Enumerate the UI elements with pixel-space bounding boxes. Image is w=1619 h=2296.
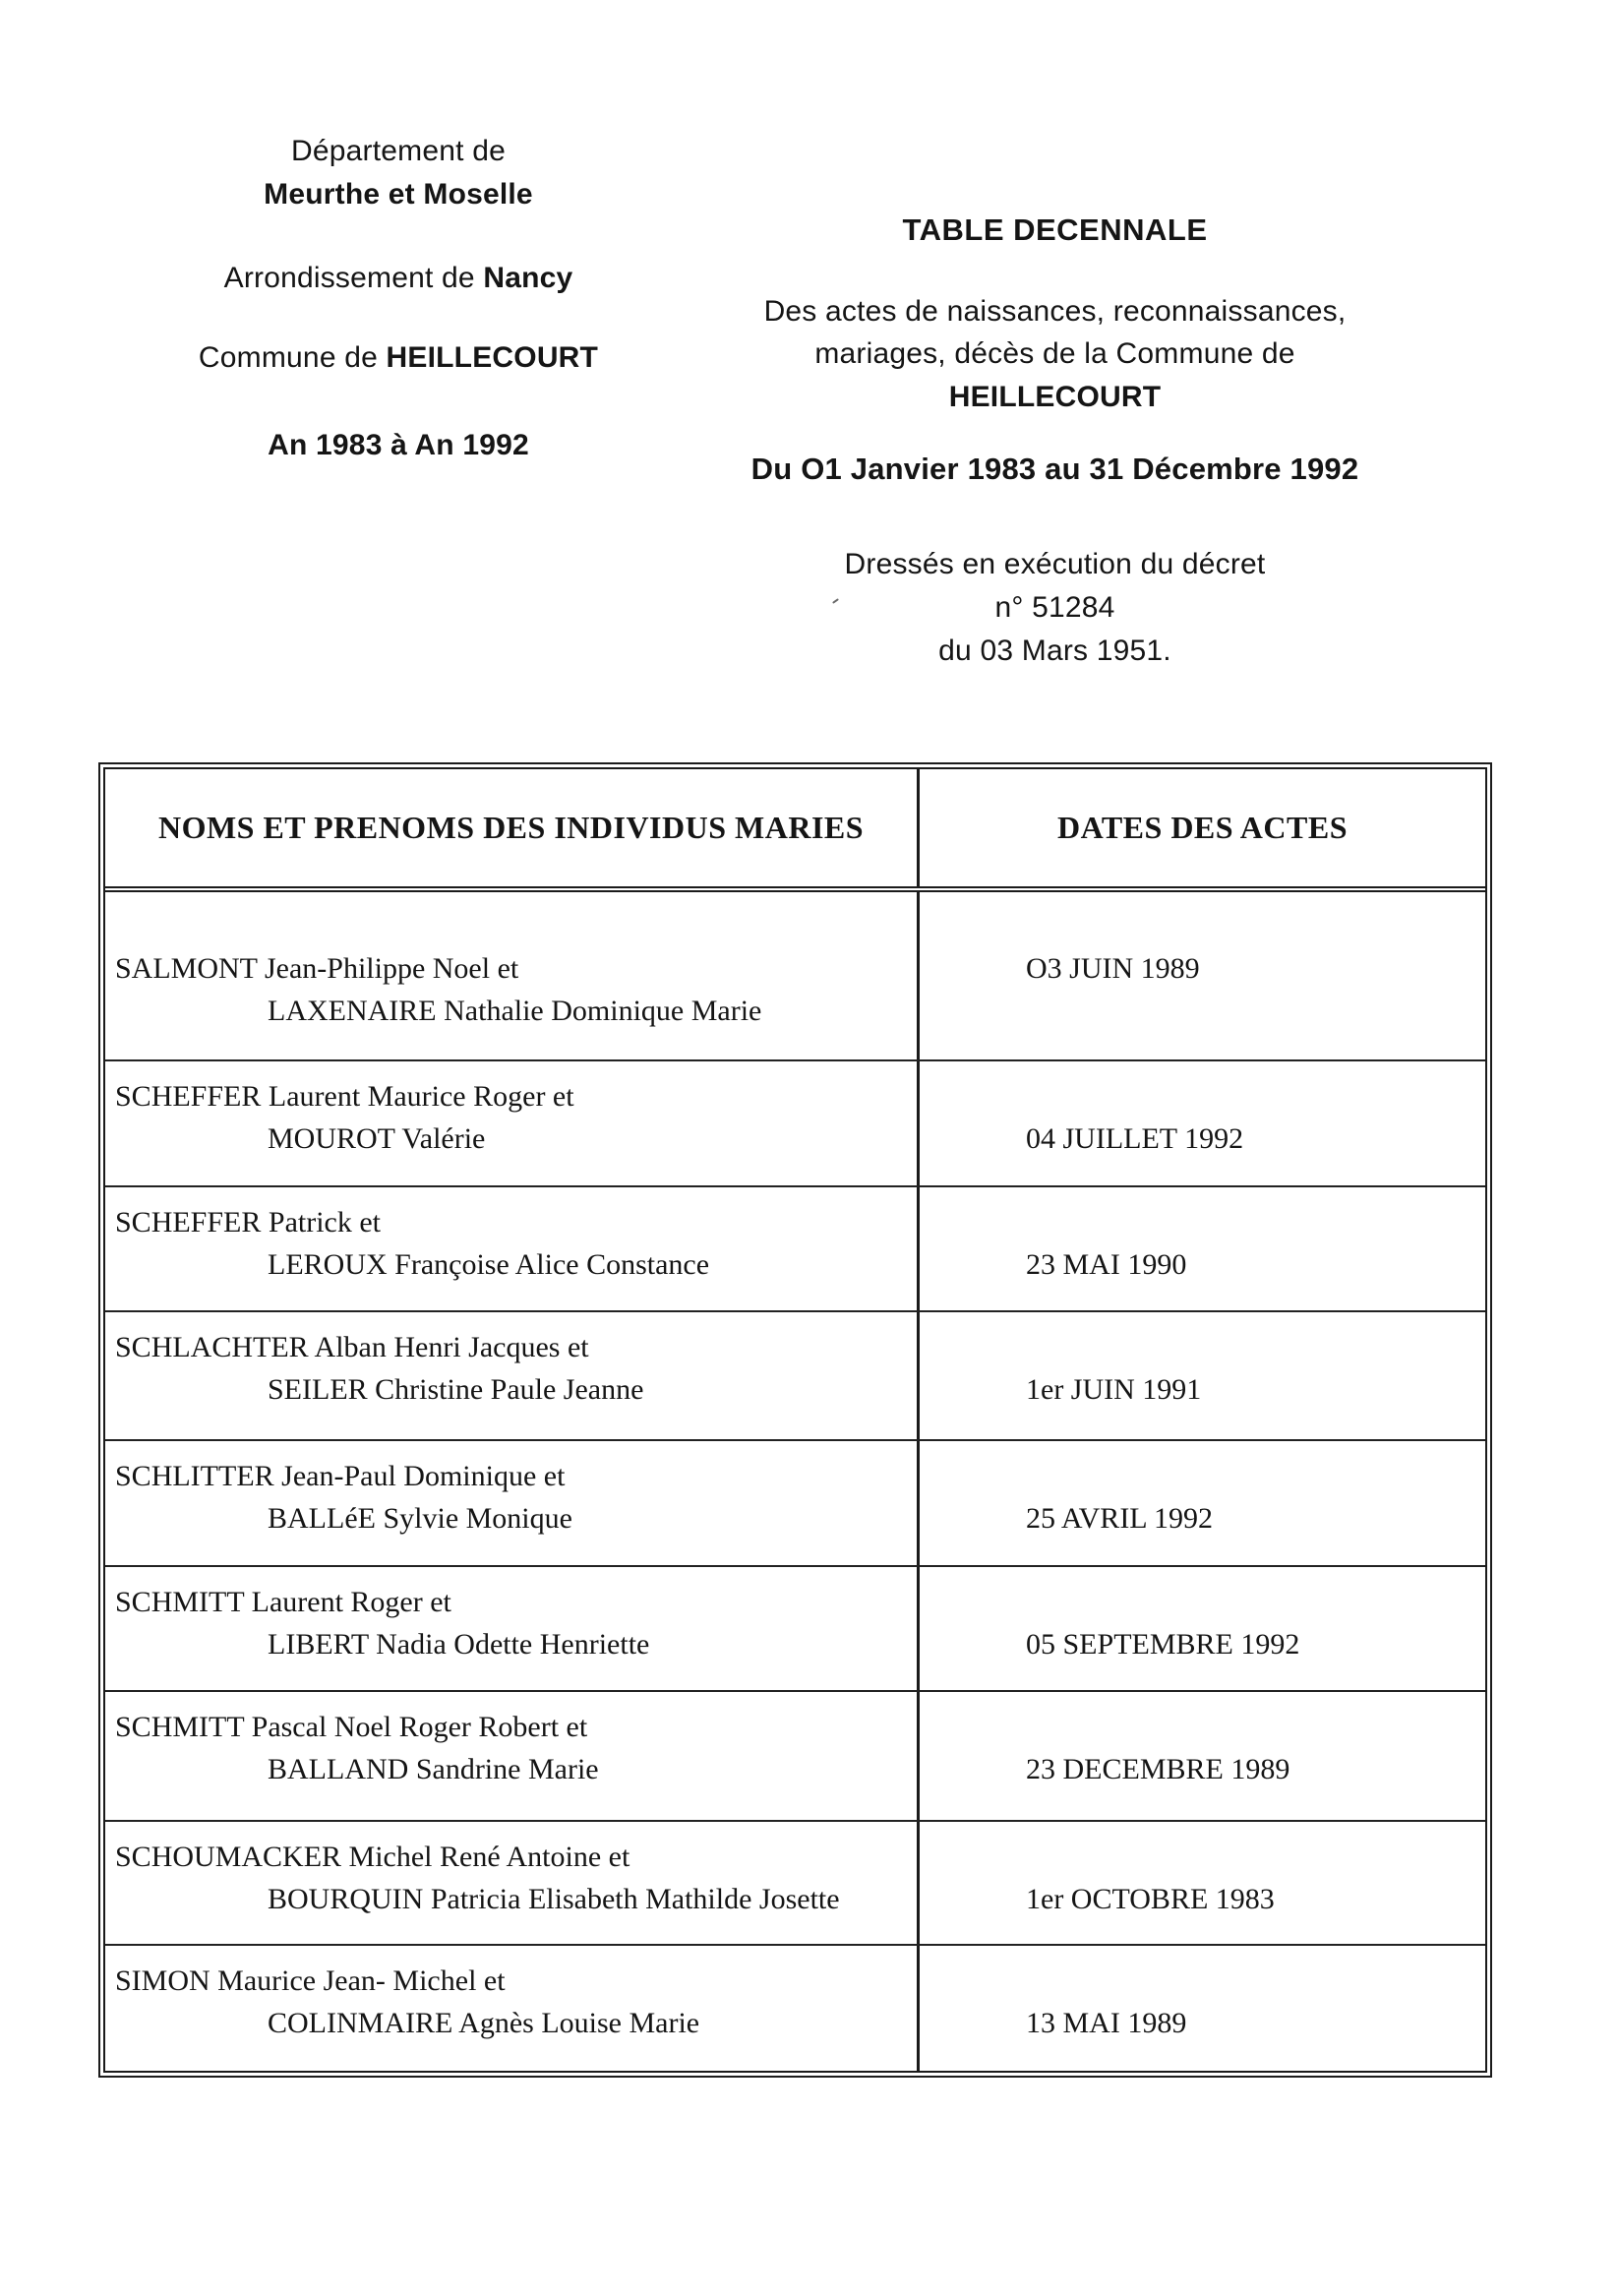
decree-line1: Dressés en exécution du décret [844,548,1266,580]
decree-number: n° 51284 [994,591,1115,624]
act-date: 1er OCTOBRE 1983 [1026,1883,1275,1915]
names-cell [105,892,917,1059]
commune-prefix: Commune de [198,341,387,374]
commune-line [123,340,674,376]
spouse1-name: SCHOUMACKER Michel René Antoine et [115,1841,630,1873]
date-cell [917,1822,1485,1944]
spouse1-name: SCHMITT Laurent Roger et [115,1586,451,1618]
table-row [105,1310,1485,1439]
table-row [105,1059,1485,1185]
departement-label: Département de [291,135,506,167]
subtitle-commune: HEILLECOURT [948,381,1162,413]
date-cell [917,1567,1485,1690]
table-row [105,1820,1485,1944]
date-cell [917,1946,1485,2071]
spouse1-name: SIMON Maurice Jean- Michel et [115,1964,506,1997]
names-cell [105,1061,917,1185]
spouse2-name: LEROUX Françoise Alice Constance [268,1248,710,1281]
table-header-row [105,769,1485,892]
table-row [105,892,1485,1059]
subtitle-line1: Des actes de naissances, reconnaissances, [763,295,1347,328]
spouse1-name: SCHLACHTER Alban Henri Jacques et [115,1331,589,1363]
names-cell [105,1187,917,1310]
column-header-names: NOMS ET PRENOMS DES INDIVIDUS MARIES [157,810,865,845]
spouse2-name: COLINMAIRE Agnès Louise Marie [268,2007,700,2039]
decree-date: du 03 Mars 1951. [938,634,1171,667]
column-header-dates: DATES DES ACTES [917,769,1485,886]
date-cell [917,1061,1485,1185]
date-range: Du O1 Janvier 1983 au 31 Décembre 1992 [750,452,1359,486]
act-date: O3 JUIN 1989 [1026,952,1200,985]
names-cell [105,1946,917,2071]
years-range: An 1983 à An 1992 [268,429,529,461]
act-date: 13 MAI 1989 [1026,2007,1187,2039]
spouse2-name: BALLAND Sandrine Marie [268,1753,599,1785]
date-cell [917,1312,1485,1439]
document-title: TABLE DECENNALE [902,212,1208,247]
spouse1-name: SCHEFFER Laurent Maurice Roger et [115,1080,574,1113]
table-row [105,1565,1485,1690]
date-cell [917,1692,1485,1820]
spouse1-name: SCHEFFER Patrick et [115,1206,382,1239]
table-row [105,1690,1485,1820]
date-cell [917,1187,1485,1310]
spouse2-name: BOURQUIN Patricia Elisabeth Mathilde Josette [268,1883,840,1915]
date-cell [917,1441,1485,1565]
spouse2-name: SEILER Christine Paule Jeanne [268,1373,644,1406]
names-cell [105,1441,917,1565]
arrondissement-name: Nancy [483,262,573,294]
spouse1-name: SCHMITT Pascal Noel Roger Robert et [115,1711,588,1743]
act-date: 1er JUIN 1991 [1026,1373,1202,1406]
spouse1-name: SCHLITTER Jean-Paul Dominique et [115,1460,566,1492]
names-cell [105,1567,917,1690]
act-date: 05 SEPTEMBRE 1992 [1026,1628,1300,1661]
commune-name: HEILLECOURT [386,341,599,374]
act-date: 04 JUILLET 1992 [1026,1122,1244,1155]
table-row [105,1185,1485,1310]
departement-name: Meurthe et Moselle [264,178,533,211]
table-row [105,1944,1485,2071]
spouse2-name: LIBERT Nadia Odette Henriette [268,1628,650,1661]
spouse2-name: BALLéE Sylvie Monique [268,1502,572,1535]
spouse2-name: MOUROT Valérie [268,1122,486,1155]
subtitle-line2: mariages, décès de la Commune de [814,337,1295,370]
act-date: 23 MAI 1990 [1026,1248,1187,1281]
names-cell [105,1692,917,1820]
table-row [105,1439,1485,1565]
spouse1-name: SALMONT Jean-Philippe Noel et [115,952,519,985]
date-cell [917,892,1485,1059]
act-date: 25 AVRIL 1992 [1026,1502,1214,1535]
arrondissement-line [123,261,674,296]
decennial-table [98,762,1492,2078]
names-cell [105,1312,917,1439]
names-cell [105,1822,917,1944]
spouse2-name: LAXENAIRE Nathalie Dominique Marie [268,995,762,1027]
act-date: 23 DECEMBRE 1989 [1026,1753,1290,1785]
arrondissement-prefix: Arrondissement de [223,262,484,294]
